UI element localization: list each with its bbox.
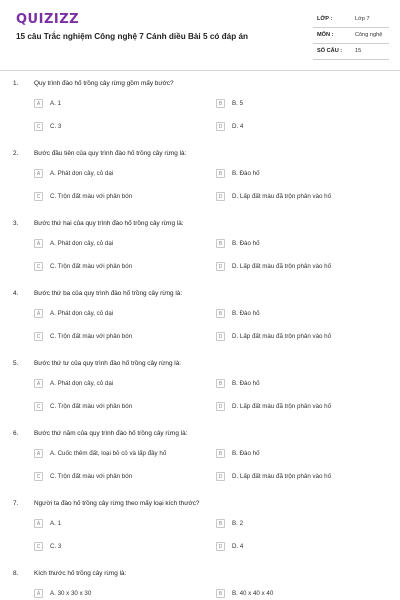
question-text: Kích thước hố trồng cây rừng là:: [34, 570, 127, 577]
option-a[interactable]: [34, 449, 184, 459]
question-number: 1.: [13, 80, 19, 87]
option-letter-box: A: [34, 589, 43, 598]
meta-table: [313, 12, 389, 60]
meta-key: LỚP :: [317, 16, 333, 22]
option-c[interactable]: [34, 262, 184, 272]
meta-row-class: [313, 12, 389, 28]
option-b[interactable]: [216, 239, 386, 249]
option-a[interactable]: [34, 239, 184, 249]
option-d[interactable]: [216, 192, 386, 202]
option-text: C. Trộn đất màu với phân bón: [50, 403, 133, 410]
option-text: A. Phát dọn cây, cỏ dại: [50, 310, 114, 317]
option-text: D. Lấp đất màu đã trộn phân vào hố: [232, 473, 332, 480]
question-number: 6.: [13, 430, 19, 437]
option-text: C. Trộn đất màu với phân bón: [50, 193, 133, 200]
option-letter-box: A: [34, 99, 43, 108]
option-letter-box: A: [34, 379, 43, 388]
option-letter-box: B: [216, 589, 225, 598]
option-text: B. Đào hố: [232, 450, 260, 457]
option-letter-box: C: [34, 332, 43, 341]
option-letter-box: A: [34, 239, 43, 248]
question-list: [0, 70, 400, 600]
option-b[interactable]: [216, 379, 386, 389]
option-text: C. Trộn đất màu với phân bón: [50, 263, 133, 270]
option-a[interactable]: [34, 519, 184, 529]
option-c[interactable]: [34, 122, 184, 132]
question-text: Bước thứ tư của quy trình đào hố trồng cây rừng là:: [34, 360, 182, 367]
option-text: D. Lấp đất màu đã trộn phân vào hố: [232, 193, 332, 200]
question-number: 8.: [13, 570, 19, 577]
option-letter-box: D: [216, 402, 225, 411]
question-3: [0, 210, 400, 280]
option-c[interactable]: [34, 402, 184, 412]
option-b[interactable]: [216, 519, 386, 529]
option-text: A. 1: [50, 520, 62, 527]
option-text: B. 2: [232, 520, 244, 527]
question-number: 4.: [13, 290, 19, 297]
question-number: 3.: [13, 220, 19, 227]
option-letter-box: B: [216, 379, 225, 388]
option-letter-box: A: [34, 309, 43, 318]
question-number: 2.: [13, 150, 19, 157]
option-text: C. 3: [50, 123, 62, 130]
option-a[interactable]: [34, 379, 184, 389]
quizizz-logo: QUIZIZZ: [16, 12, 80, 27]
option-text: B. 40 x 40 x 40: [232, 590, 274, 597]
question-number: 7.: [13, 500, 19, 507]
question-number: 5.: [13, 360, 19, 367]
meta-key: MÔN :: [317, 32, 334, 38]
option-text: A. Phát dọn cây, cỏ dại: [50, 170, 114, 177]
option-letter-box: C: [34, 262, 43, 271]
option-letter-box: A: [34, 519, 43, 528]
meta-key: SỐ CÂU :: [317, 48, 343, 54]
question-text: Bước thứ năm của quy trình đào hố trồng cây rừng là:: [34, 430, 188, 437]
option-b[interactable]: [216, 589, 386, 599]
option-b[interactable]: [216, 309, 386, 319]
question-text: Người ta đào hố trồng cây rừng theo mấy loại kích thước?: [34, 500, 200, 507]
option-d[interactable]: [216, 542, 386, 552]
option-c[interactable]: [34, 332, 184, 342]
meta-value: Lớp 7: [355, 16, 370, 22]
option-b[interactable]: [216, 99, 386, 109]
option-text: B. Đào hố: [232, 240, 260, 247]
question-7: [0, 490, 400, 560]
option-letter-box: C: [34, 542, 43, 551]
option-d[interactable]: [216, 122, 386, 132]
option-text: B. Đào hố: [232, 310, 260, 317]
question-text: Quy trình đào hố trồng cây rừng gồm mấy bước?: [34, 80, 174, 87]
option-b[interactable]: [216, 169, 386, 179]
option-c[interactable]: [34, 472, 184, 482]
option-text: B. 5: [232, 100, 244, 107]
option-letter-box: C: [34, 472, 43, 481]
question-5: [0, 350, 400, 420]
worksheet-header: [0, 0, 400, 71]
option-d[interactable]: [216, 332, 386, 342]
option-text: C. 3: [50, 543, 62, 550]
meta-value: Công nghệ: [355, 32, 383, 38]
option-letter-box: A: [34, 449, 43, 458]
option-text: D. 4: [232, 123, 244, 130]
question-4: [0, 280, 400, 350]
option-letter-box: C: [34, 402, 43, 411]
option-letter-box: D: [216, 122, 225, 131]
question-1: [0, 70, 400, 140]
option-d[interactable]: [216, 262, 386, 272]
option-a[interactable]: [34, 99, 184, 109]
option-text: B. Đào hố: [232, 170, 260, 177]
question-text: Bước đầu tiên của quy trình đào hố trồng cây rừng là:: [34, 150, 187, 157]
question-text: Bước thứ ba của quy trình đào hố trồng cây rừng là:: [34, 290, 183, 297]
meta-value: 15: [355, 48, 362, 54]
option-text: A. 1: [50, 100, 62, 107]
question-6: [0, 420, 400, 490]
option-letter-box: D: [216, 192, 225, 201]
meta-row-subject: [313, 28, 389, 44]
meta-row-count: [313, 44, 389, 60]
option-text: A. Phát dọn cây, cỏ dại: [50, 240, 114, 247]
question-2: [0, 140, 400, 210]
option-letter-box: B: [216, 99, 225, 108]
option-text: A. 30 x 30 x 30: [50, 590, 92, 597]
option-text: B. Đào hố: [232, 380, 260, 387]
option-letter-box: A: [34, 169, 43, 178]
option-c[interactable]: [34, 192, 184, 202]
option-d[interactable]: [216, 472, 386, 482]
option-b[interactable]: [216, 449, 386, 459]
question-8: [0, 560, 400, 600]
option-c[interactable]: [34, 542, 184, 552]
option-letter-box: B: [216, 309, 225, 318]
worksheet-title: 15 câu Trắc nghiệm Công nghệ 7 Cánh diều Bài 5 có đáp án: [16, 32, 249, 41]
option-letter-box: B: [216, 169, 225, 178]
option-a[interactable]: [34, 169, 184, 179]
option-a[interactable]: [34, 589, 184, 599]
option-letter-box: D: [216, 472, 225, 481]
option-d[interactable]: [216, 402, 386, 412]
option-letter-box: B: [216, 449, 225, 458]
option-text: D. 4: [232, 543, 244, 550]
option-text: D. Lấp đất màu đã trộn phân vào hố: [232, 263, 332, 270]
option-text: C. Trộn đất màu với phân bón: [50, 333, 133, 340]
option-letter-box: C: [34, 192, 43, 201]
option-letter-box: D: [216, 542, 225, 551]
option-text: C. Trộn đất màu với phân bón: [50, 473, 133, 480]
option-text: A. Phát dọn cây, cỏ dại: [50, 380, 114, 387]
option-letter-box: D: [216, 332, 225, 341]
option-letter-box: B: [216, 519, 225, 528]
option-a[interactable]: [34, 309, 184, 319]
option-letter-box: C: [34, 122, 43, 131]
option-letter-box: D: [216, 262, 225, 271]
option-letter-box: B: [216, 239, 225, 248]
option-text: D. Lấp đất màu đã trộn phân vào hố: [232, 333, 332, 340]
option-text: D. Lấp đất màu đã trộn phân vào hố: [232, 403, 332, 410]
question-text: Bước thứ hai của quy trình đào hố trồng cây rừng là:: [34, 220, 184, 227]
option-text: A. Cuốc thêm đất, loại bỏ cỏ và lấp đầy hố: [50, 450, 167, 457]
